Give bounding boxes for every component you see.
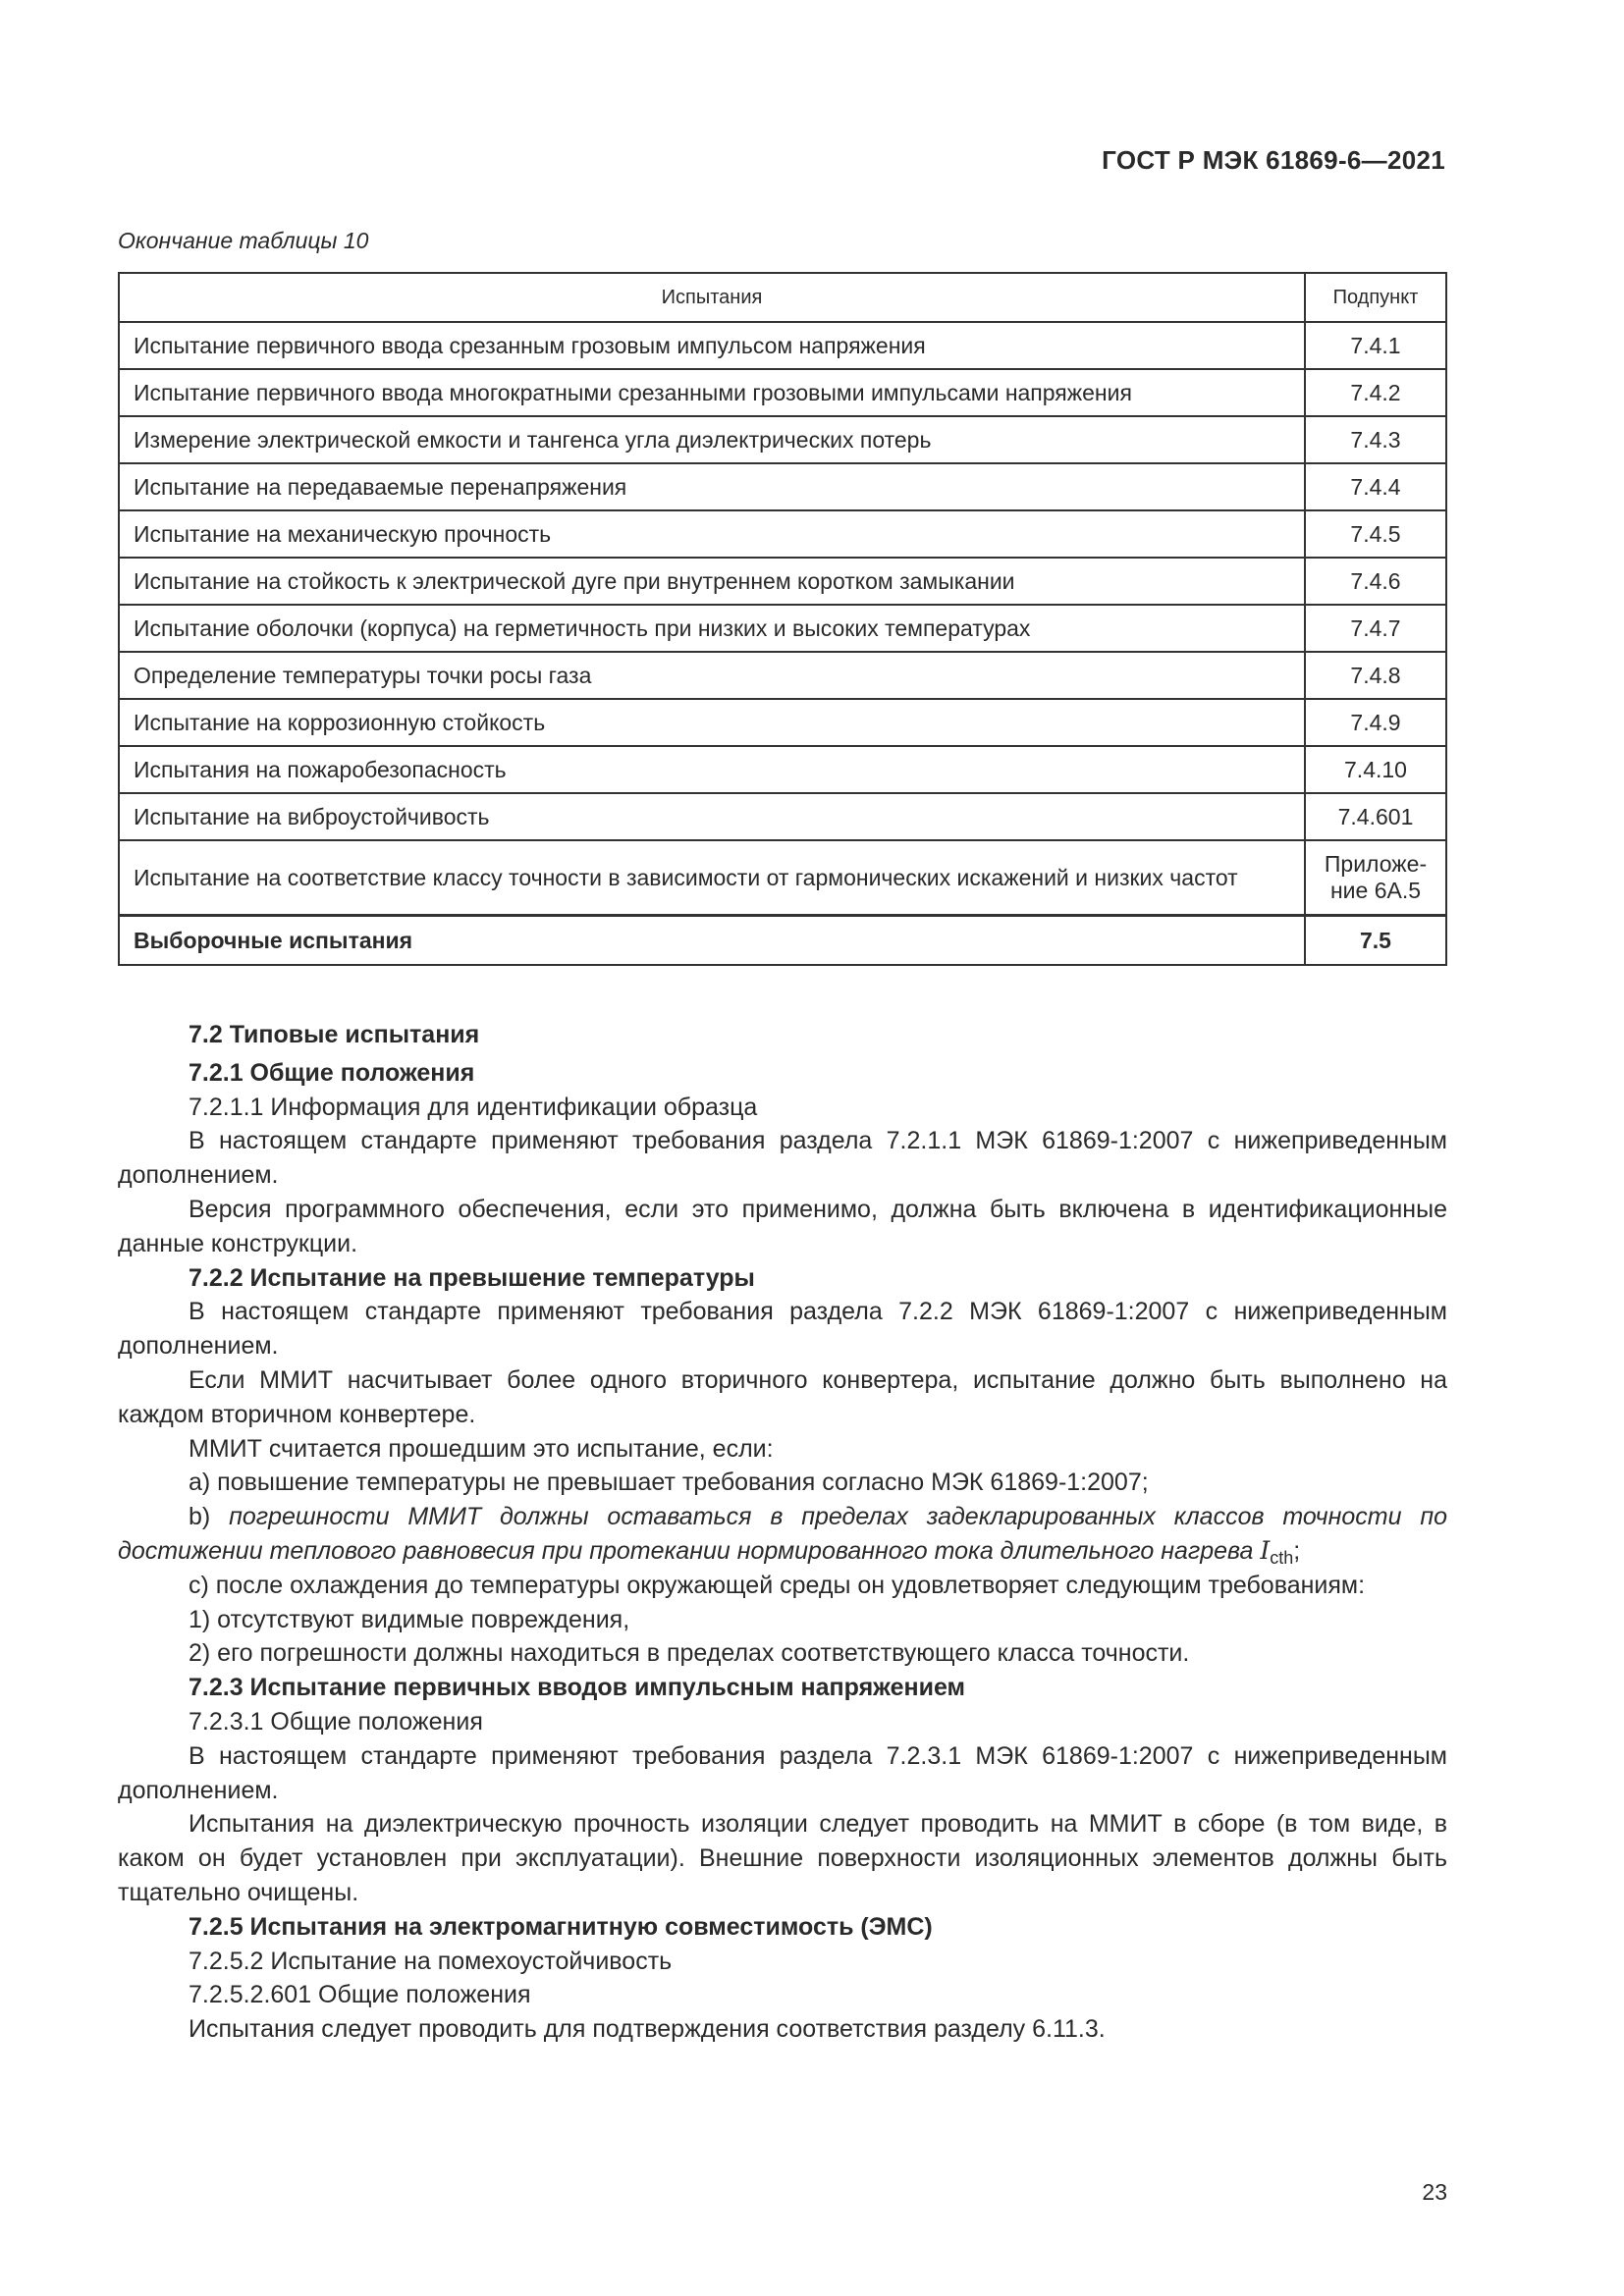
paragraph: Если ММИТ насчитывает более одного вторичного конвертера, испытание должно быть выполнено на каждом вторичном конвертере.	[118, 1365, 1447, 1428]
clause-cell: Приложе-ние 6А.5	[1305, 840, 1446, 916]
clause-cell: 7.4.6	[1305, 558, 1446, 605]
table-row	[119, 558, 1446, 605]
clause-title: 7.2.3.1 Общие положения	[189, 1707, 483, 1735]
section-heading: 7.2 Типовые испытания	[189, 1021, 480, 1048]
list-item-end: ;	[1293, 1536, 1301, 1565]
list-item: а) повышение температуры не превышает требования согласно МЭК 61869-1:2007;	[189, 1468, 1149, 1497]
subsection-heading: 7.2.1 Общие положения	[189, 1058, 475, 1087]
clause-title: 7.2.5.2 Испытание на помехоустойчивость	[189, 1947, 673, 1975]
list-item: 2) его погрешности должны находиться в пределах соответствующего класса точности.	[189, 1639, 1190, 1668]
clause-cell: 7.4.8	[1305, 652, 1446, 699]
test-name-cell: Испытание на стойкость к электрической дуге при внутреннем коротком замыкании	[119, 558, 1305, 605]
test-name-cell: Испытание первичного ввода срезанным грозовым импульсом напряжения	[119, 322, 1305, 369]
clause-cell: 7.4.4	[1305, 463, 1446, 510]
page-number: 23	[1422, 2179, 1447, 2205]
list-item	[118, 1500, 1447, 1569]
table-row	[119, 699, 1446, 746]
clause-cell: 7.4.5	[1305, 510, 1446, 558]
paragraph: Испытания на диэлектрическую прочность изоляции следует проводить на ММИТ в сборе (в том виде, в каком он будет установлен при эксплуатации). Внешние поверхности изоляционных элементов должны быть тщательно очищены.	[118, 1810, 1447, 1906]
test-name-cell: Испытание первичного ввода многократными срезанными грозовыми импульсами напряжения	[119, 369, 1305, 416]
clause-title: 7.2.1.1 Информация для идентификации образца	[189, 1093, 758, 1121]
table-row	[119, 605, 1446, 652]
table-row	[119, 746, 1446, 793]
clause-cell: 7.4.9	[1305, 699, 1446, 746]
paragraph: ММИТ считается прошедшим это испытание, если:	[189, 1434, 774, 1463]
clause-cell: 7.4.10	[1305, 746, 1446, 793]
test-name-cell: Испытание на коррозионную стойкость	[119, 699, 1305, 746]
list-item: 1) отсутствуют видимые повреждения,	[189, 1605, 630, 1633]
paragraph: В настоящем стандарте применяют требования раздела 7.2.2 МЭК 61869-1:2007 с нижеприведенным дополнением.	[118, 1298, 1447, 1361]
test-name-cell: Испытание на соответствие классу точности в зависимости от гармонических искажений и низких частот	[119, 840, 1305, 916]
paragraph: Испытания следует проводить для подтверждения соответствия разделу 6.11.3.	[189, 2015, 1106, 2044]
test-name-cell: Определение температуры точки росы газа	[119, 652, 1305, 699]
list-item-text: погрешности ММИТ должны оставаться в пределах задекларированных классов точности по достижении теплового равновесия при протекании нормированного тока длительного нагрева	[118, 1503, 1447, 1565]
clause-cell: 7.4.7	[1305, 605, 1446, 652]
clause-cell: 7.4.2	[1305, 369, 1446, 416]
list-item: с) после охлаждения до температуры окружающей среды он удовлетворяет следующим требованиям:	[189, 1571, 1366, 1599]
current-symbol: I	[1260, 1535, 1271, 1565]
test-name-cell: Испытания на пожаробезопасность	[119, 746, 1305, 793]
test-name-cell: Испытание на передаваемые перенапряжения	[119, 463, 1305, 510]
tests-table	[118, 272, 1447, 966]
clause-cell: 7.5	[1305, 916, 1446, 966]
test-name-cell: Измерение электрической емкости и тангенса угла диэлектрических потерь	[119, 416, 1305, 463]
subsection-heading: 7.2.5 Испытания на электромагнитную совместимость (ЭМС)	[189, 1912, 933, 1941]
subsection-heading: 7.2.3 Испытание первичных вводов импульсным напряжением	[189, 1674, 966, 1702]
paragraph: В настоящем стандарте применяют требования раздела 7.2.1.1 МЭК 61869-1:2007 с нижеприведенным дополнением.	[118, 1127, 1447, 1190]
table-row	[119, 840, 1446, 916]
column-header-tests: Испытания	[119, 273, 1305, 322]
document-code: ГОСТ Р МЭК 61869-6—2021	[1102, 145, 1445, 175]
table-row	[119, 463, 1446, 510]
subsection-heading: 7.2.2 Испытание на превышение температуры	[189, 1263, 755, 1292]
table-header-row	[119, 273, 1446, 322]
paragraph: Версия программного обеспечения, если это применимо, должна быть включена в идентификационные данные конструкции.	[118, 1195, 1447, 1257]
table-row	[119, 416, 1446, 463]
clause-title: 7.2.5.2.601 Общие положения	[189, 1981, 531, 2009]
table-row	[119, 510, 1446, 558]
test-name-cell: Испытание оболочки (корпуса) на герметичность при низких и высоких температурах	[119, 605, 1305, 652]
test-name-cell: Выборочные испытания	[119, 916, 1305, 966]
list-item-label: b)	[189, 1503, 211, 1531]
current-subscript: cth	[1270, 1547, 1294, 1568]
clause-cell: 7.4.3	[1305, 416, 1446, 463]
paragraph: В настоящем стандарте применяют требования раздела 7.2.3.1 МЭК 61869-1:2007 с нижеприведенным дополнением.	[118, 1741, 1447, 1804]
document-body	[118, 1018, 1447, 2047]
test-name-cell: Испытание на механическую прочность	[119, 510, 1305, 558]
clause-cell: 7.4.1	[1305, 322, 1446, 369]
table-caption: Окончание таблицы 10	[118, 228, 369, 253]
table-row	[119, 369, 1446, 416]
table-row-sampling	[119, 916, 1446, 966]
table-row	[119, 322, 1446, 369]
table-row	[119, 652, 1446, 699]
test-name-cell: Испытание на виброустойчивость	[119, 793, 1305, 840]
table-row	[119, 793, 1446, 840]
column-header-clause: Подпункт	[1305, 273, 1446, 322]
clause-cell: 7.4.601	[1305, 793, 1446, 840]
